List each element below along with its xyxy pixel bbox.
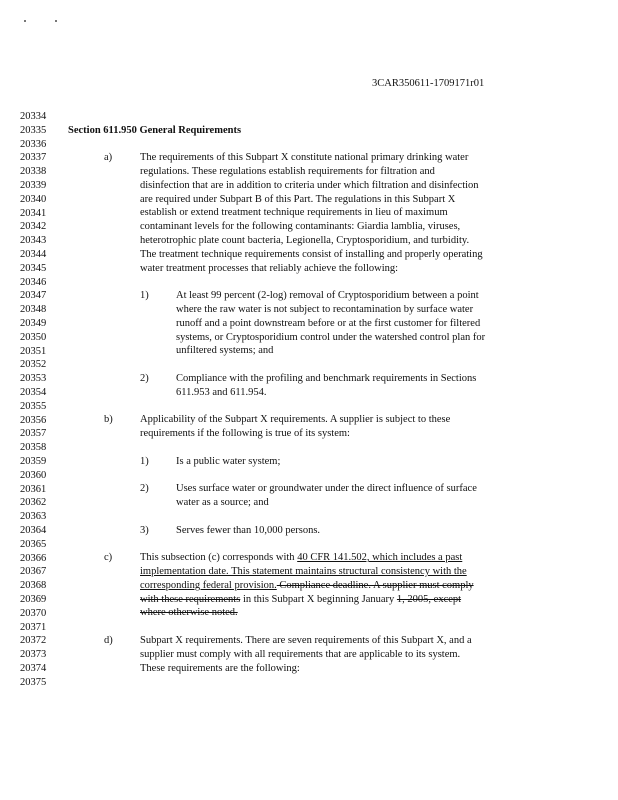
- item-b2-line: Uses surface water or groundwater under the direct influence of surface: [176, 483, 477, 494]
- subsection-c-line: [140, 551, 462, 565]
- line-number: 20346: [20, 276, 47, 288]
- line-number: 20355: [20, 400, 47, 412]
- subsection-a-line: heterotrophic plate count bacteria, Legionella, Cryptosporidium, and turbidity.: [140, 235, 470, 246]
- line-number: 20359: [20, 456, 47, 467]
- item-a1-line: unfiltered systems; and: [176, 345, 274, 356]
- deleted-text: 1, 2005, except: [396, 594, 462, 605]
- subsection-b-marker: b): [104, 414, 113, 425]
- line-number: 20337: [20, 152, 47, 164]
- subsection-a-line: water treatment processes that reliably achieve the following:: [140, 263, 399, 274]
- line-number: 20351: [20, 345, 47, 357]
- item-a1-line: where the raw water is not subject to recontamination by surface water: [176, 304, 474, 315]
- plain-text: in this Subpart X beginning January: [240, 594, 397, 605]
- line-number: 20357: [20, 428, 47, 440]
- subsection-d-line: supplier must comply with all requirements that are applicable to its system.: [140, 649, 461, 660]
- line-number: 20371: [20, 621, 47, 633]
- line-number: 20365: [20, 538, 47, 550]
- item-a1-line: systems, or Cryptosporidium control under the watershed control plan for: [176, 332, 486, 343]
- scan-mark: [55, 20, 57, 22]
- item-a1-line: At least 99 percent (2-log) removal of Cryptosporidium between a point: [176, 290, 479, 301]
- line-number: 20354: [20, 387, 47, 398]
- deleted-text: with these requirements: [140, 594, 241, 605]
- line-number: 20344: [20, 249, 47, 260]
- subsection-c-line: [140, 593, 461, 607]
- document-id: 3CAR350611-1709171r01: [372, 78, 485, 89]
- line-number: 20358: [20, 442, 47, 454]
- item-b1-line: Is a public water system;: [176, 456, 281, 467]
- subsection-b-line: Applicability of the Subpart X requirements. A supplier is subject to these: [140, 414, 451, 425]
- line-number: 20341: [20, 207, 47, 219]
- subsection-a-line: disinfection that are in addition to criteria under which filtration and disinfection: [140, 180, 479, 191]
- item-a2-marker: 2): [140, 373, 149, 384]
- line-number: 20338: [20, 166, 47, 178]
- plain-text: This subsection (c) corresponds with: [140, 552, 298, 563]
- subsection-d-line: Subpart X requirements. There are seven requirements of this Subpart X, and a: [140, 635, 472, 646]
- line-number: 20342: [20, 221, 47, 233]
- subsection-a-line: are required under Subpart B of this Part. The regulations in this Subpart X: [140, 194, 456, 205]
- item-b3-marker: 3): [140, 525, 149, 536]
- line-number: 20370: [20, 607, 47, 619]
- deleted-text: where otherwise noted.: [140, 607, 238, 618]
- subsection-c-marker: c): [104, 552, 113, 563]
- item-b3-line: Serves fewer than 10,000 persons.: [176, 525, 321, 536]
- line-number: 20340: [20, 193, 47, 205]
- line-number: 20360: [20, 469, 47, 481]
- inserted-text: 40 CFR 141.502, which includes a past: [297, 552, 463, 563]
- subsection-c-line: [140, 606, 238, 620]
- line-number: 20368: [20, 580, 47, 592]
- line-number: 20356: [20, 414, 47, 426]
- subsection-a-line: regulations. These regulations establish requirements for filtration and: [140, 166, 435, 177]
- subsection-c-line: [140, 579, 474, 593]
- scan-mark: [24, 20, 26, 22]
- item-b1-marker: 1): [140, 456, 149, 467]
- inserted-text: implementation date. This statement maintains structural consistency with the: [140, 566, 467, 577]
- line-number: 20362: [20, 497, 47, 509]
- item-a2-line: 611.953 and 611.954.: [176, 387, 267, 398]
- deleted-text: Compliance deadline. A supplier must comply: [276, 580, 474, 591]
- subsection-a-line: establish or extend treatment technique requirements in lieu of maximum: [140, 207, 448, 218]
- line-number: 20347: [20, 290, 47, 302]
- item-a1-marker: 1): [140, 290, 149, 301]
- subsection-a-line: The requirements of this Subpart X constitute national primary drinking water: [140, 152, 469, 163]
- line-number: 20366: [20, 552, 47, 564]
- line-number: 20336: [20, 138, 47, 150]
- line-number: 20367: [20, 566, 47, 578]
- subsection-b-line: requirements if the following is true of its system:: [140, 428, 350, 439]
- line-number: 20345: [20, 262, 47, 274]
- line-number: 20348: [20, 304, 47, 316]
- line-number: 20343: [20, 235, 47, 247]
- line-number: 20334: [20, 111, 47, 122]
- subsection-d-marker: d): [104, 635, 113, 646]
- section-heading: Section 611.950 General Requirements: [68, 125, 242, 136]
- line-number: 20369: [20, 594, 47, 605]
- subsection-d-line: These requirements are the following:: [140, 663, 300, 674]
- subsection-a-line: contaminant levels for the following contaminants: Giardia lamblia, viruses,: [140, 221, 461, 232]
- subsection-c-line: [140, 565, 467, 579]
- inserted-text: corresponding federal provision.: [140, 580, 277, 591]
- line-number: 20361: [20, 483, 47, 495]
- line-number: 20349: [20, 318, 47, 329]
- line-number: 20375: [20, 676, 47, 688]
- line-number: 20335: [20, 124, 47, 136]
- line-number: 20373: [20, 649, 47, 661]
- item-a2-line: Compliance with the profiling and benchmark requirements in Sections: [176, 373, 477, 384]
- subsection-a-marker: a): [104, 152, 113, 163]
- line-number: 20350: [20, 331, 47, 343]
- item-b2-marker: 2): [140, 483, 149, 494]
- line-number: 20339: [20, 180, 47, 191]
- line-number: 20353: [20, 373, 47, 385]
- line-number: 20372: [20, 635, 47, 647]
- item-b2-line: water as a source; and: [176, 497, 269, 508]
- line-number: 20364: [20, 525, 47, 536]
- line-number: 20374: [20, 663, 47, 674]
- line-number: 20363: [20, 511, 47, 523]
- line-number: 20352: [20, 359, 47, 371]
- subsection-a-line: The treatment technique requirements consist of installing and properly operating: [140, 249, 483, 260]
- item-a1-line: runoff and a point downstream before or at the first customer for filtered: [176, 318, 481, 329]
